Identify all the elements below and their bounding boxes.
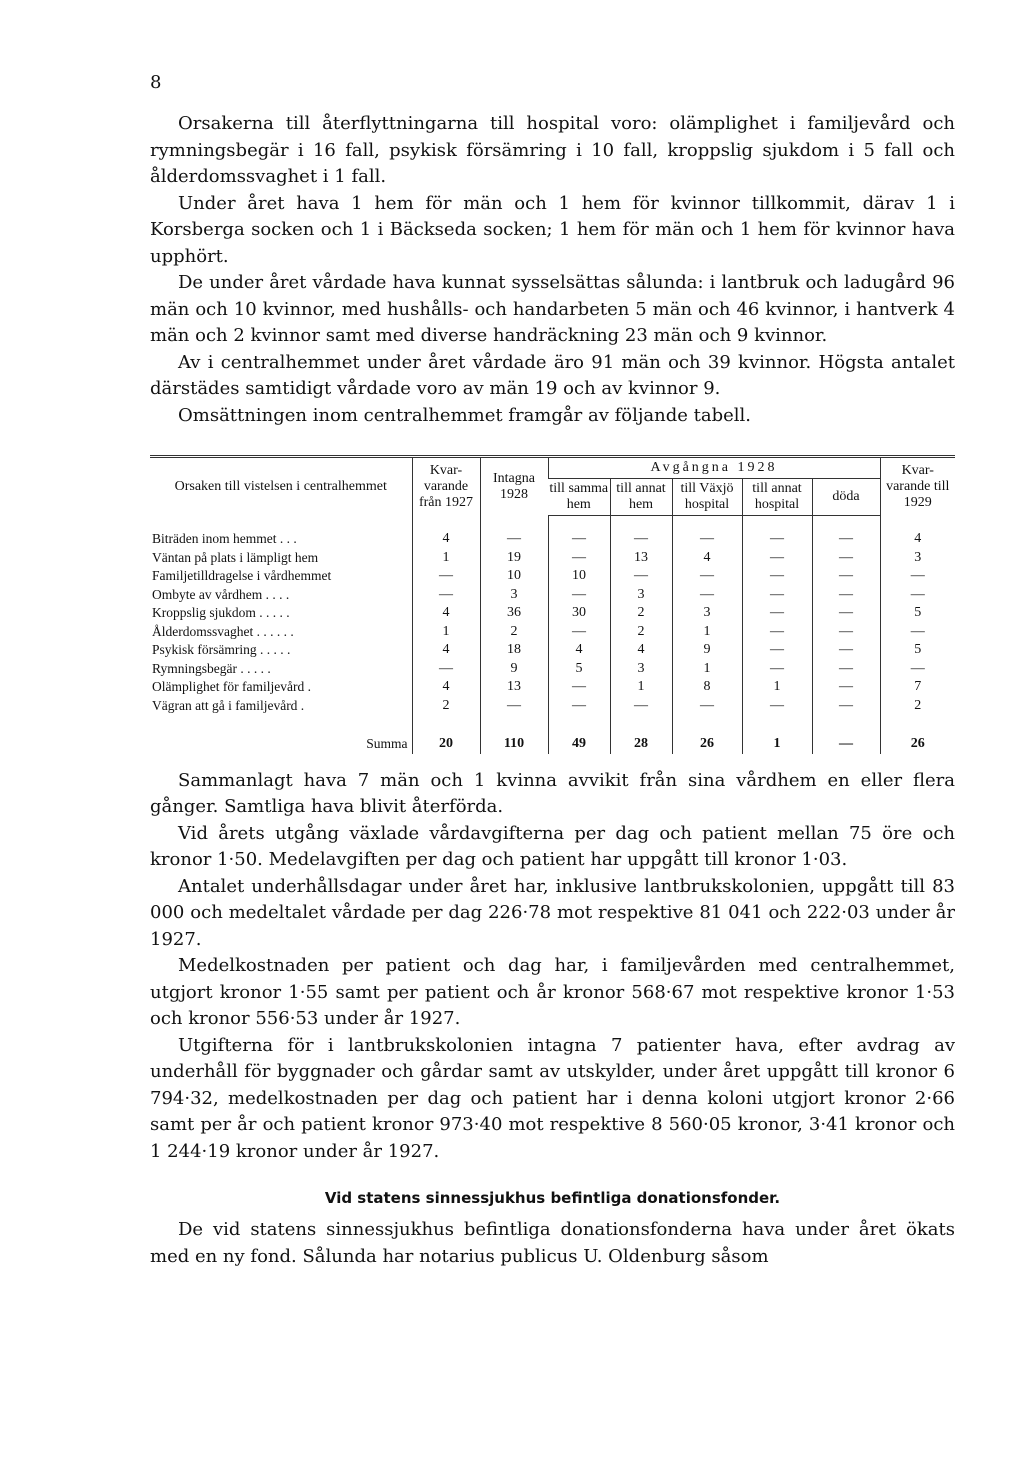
- table-cell: 4: [412, 641, 480, 660]
- table-cell: 5: [548, 660, 610, 679]
- table-cell: —: [812, 604, 880, 623]
- table-row: [150, 604, 955, 623]
- row-cause: Vägran att gå i familjevård .: [152, 697, 305, 713]
- table-body: [150, 516, 955, 754]
- table-cell: —: [672, 567, 742, 586]
- row-cause: Väntan på plats i lämpligt hem: [152, 549, 319, 565]
- table-cell: —: [812, 641, 880, 660]
- table-cell: —: [742, 549, 812, 568]
- table-cell: —: [548, 623, 610, 642]
- sum-cell: —: [812, 725, 880, 754]
- table-cell: 9: [672, 641, 742, 660]
- table-cell: —: [672, 697, 742, 726]
- table-cell: 3: [610, 586, 672, 605]
- paragraph: Sammanlagt hava 7 män och 1 kvinna avvikit från sina vårdhem en eller flera gånger. Samtliga hava blivit återförda.: [150, 769, 955, 817]
- table-cell: 8: [672, 678, 742, 697]
- sum-cell: 26: [672, 725, 742, 754]
- paragraph: Utgifterna för i lantbrukskolonien intagna 7 patienter hava, efter avdrag av underhåll för byggnader och gårdar samt av utskylder, under året uppgått till kronor 6 794·32, medelkostnaden per dag och patient har i denna koloni utgjort kronor 2·66 samt per år och patient kronor 973·40 mot respektive 8 560·05 kronor, 3·41 kronor och 1 244·19 kronor under år 1927.: [150, 1034, 955, 1162]
- table-cell: —: [880, 623, 955, 642]
- table-row: [150, 516, 955, 549]
- table-cell: —: [742, 660, 812, 679]
- header-avgangna: Avgångna 1928: [548, 457, 880, 479]
- sum-cell: 26: [880, 725, 955, 754]
- header-till-annat-hospital: till annat hospital: [742, 479, 812, 516]
- document-page: [150, 72, 955, 1270]
- paragraph: Omsättningen inom centralhemmet framgår av följande tabell.: [178, 404, 752, 426]
- table-cell: 4: [412, 516, 480, 549]
- table-row: [150, 641, 955, 660]
- table-cell: —: [812, 660, 880, 679]
- table-cell: —: [812, 549, 880, 568]
- table-cell: —: [610, 516, 672, 549]
- paragraph: Vid årets utgång växlade vårdavgifterna per dag och patient mellan 75 öre och kronor 1·50. Medelavgiften per dag och patient har uppgått till kronor 1·03.: [150, 822, 955, 870]
- table-header: [150, 457, 955, 516]
- sum-cell: 110: [480, 725, 548, 754]
- sum-cell: 20: [412, 725, 480, 754]
- table-cell: 13: [610, 549, 672, 568]
- table-row: [150, 586, 955, 605]
- table-cell: —: [610, 697, 672, 726]
- table-cell: —: [548, 549, 610, 568]
- table-cell: 9: [480, 660, 548, 679]
- table-cell: —: [812, 678, 880, 697]
- paragraph: Medelkostnaden per patient och dag har, i familjevården med centralhemmet, utgjort kronor 1·55 samt per patient och år kronor 568·67 mot respektive kronor 1·53 och kronor 556·53 under år 1927.: [150, 955, 955, 1029]
- table-cell: 2: [880, 697, 955, 726]
- table-cell: 4: [672, 549, 742, 568]
- table-cell: 2: [480, 623, 548, 642]
- table-row: [150, 549, 955, 568]
- table-cell: 3: [880, 549, 955, 568]
- row-cause: Olämplighet för familjevård .: [152, 679, 311, 694]
- table-cell: —: [812, 623, 880, 642]
- table-cell: 1: [412, 549, 480, 568]
- table-cell: —: [880, 586, 955, 605]
- table-cell: —: [672, 516, 742, 549]
- table-cell: —: [742, 604, 812, 623]
- table-cell: 1: [672, 623, 742, 642]
- table-cell: 3: [610, 660, 672, 679]
- table-cell: 10: [548, 567, 610, 586]
- table-cell: —: [548, 516, 610, 549]
- table-cell: 1: [610, 678, 672, 697]
- header-cause: Orsaken till vistelsen i centralhemmet: [150, 457, 412, 516]
- table-cell: —: [742, 623, 812, 642]
- table-cell: 5: [880, 604, 955, 623]
- paragraph: Antalet underhållsdagar under året har, inklusive lantbrukskolonien, uppgått till 83 000 och medeltalet vårdade per dag 226·78 mot respektive 81 041 och 222·03 under år 1927.: [150, 875, 955, 950]
- paragraph: Orsakerna till återflyttningarna till hospital voro: olämplighet i familjevård och rymningsbegär i 16 fall, psykisk försämring i 10 fall, kroppslig sjukdom i 5 fall och ålderdomssvaghet i 1 fall.: [150, 113, 955, 187]
- table-cell: 1: [672, 660, 742, 679]
- table-cell: 4: [412, 678, 480, 697]
- paragraph: De under året vårdade hava kunnat sysselsättas sålunda: i lantbruk och ladugård 96 män och 10 kvinnor, med hushålls- och handarbeten 5 män och 46 kvinnor, i hantverk 4 män och 2 kvinnor samt med diverse handräckning 23 män och 9 kvinnor.: [150, 272, 955, 346]
- table-cell: 36: [480, 604, 548, 623]
- header-till-samma-hem: till samma hem: [548, 479, 610, 516]
- table-cell: —: [480, 516, 548, 549]
- paragraph: Under året hava 1 hem för män och 1 hem för kvinnor tillkommit, därav 1 i Korsberga socken och 1 i Bäckseda socken; 1 hem för män och 1 hem för kvinnor hava upphört.: [150, 192, 955, 267]
- header-intagna: Intagna 1928: [480, 457, 548, 516]
- row-cause: Psykisk försämring . . . . .: [152, 642, 291, 657]
- table-cell: 5: [880, 641, 955, 660]
- table-cell: —: [880, 660, 955, 679]
- table-cell: 1: [742, 678, 812, 697]
- table-cell: —: [742, 586, 812, 605]
- table-cell: —: [548, 678, 610, 697]
- table-cell: 4: [412, 604, 480, 623]
- table-cell: 4: [610, 641, 672, 660]
- row-cause: Rymningsbegär . . . . .: [152, 660, 271, 676]
- table-cell: 19: [480, 549, 548, 568]
- table-cell: 18: [480, 641, 548, 660]
- table-cell: —: [812, 586, 880, 605]
- table-cell: —: [548, 586, 610, 605]
- statistics-table-wrapper: [150, 455, 955, 754]
- table-row: [150, 567, 955, 586]
- row-cause: Ombyte av vårdhem . . . .: [152, 586, 290, 602]
- header-doda: döda: [812, 479, 880, 516]
- table-row: [150, 678, 955, 697]
- table-cell: 7: [880, 678, 955, 697]
- header-till-vaxjo-hospital: till Växjö hospital: [672, 479, 742, 516]
- page-number: 8: [150, 72, 162, 93]
- table-cell: 13: [480, 678, 548, 697]
- table-cell: 2: [610, 623, 672, 642]
- table-cell: 30: [548, 604, 610, 623]
- table-cell: —: [610, 567, 672, 586]
- table-row: [150, 623, 955, 642]
- table-row: [150, 660, 955, 679]
- header-till-annat-hem: till annat hem: [610, 479, 672, 516]
- sum-cell: 49: [548, 725, 610, 754]
- table-cell: 1: [412, 623, 480, 642]
- table-cell: —: [412, 586, 480, 605]
- paragraph: De vid statens sinnessjukhus befintliga donationsfonderna hava under året ökats med en ny fond. Sålunda har notarius publicus U. Oldenburg såsom: [150, 1219, 955, 1267]
- paragraph: Av i centralhemmet under året vårdade äro 91 män och 39 kvinnor. Högsta antalet därstädes samtidigt vårdade voro av män 19 och av kvinnor 9.: [150, 351, 955, 399]
- table-cell: 2: [610, 604, 672, 623]
- table-cell: —: [672, 586, 742, 605]
- statistics-table: [150, 455, 955, 754]
- row-cause: Kroppslig sjukdom . . . . .: [152, 605, 290, 620]
- sum-row: [150, 725, 955, 754]
- section-heading: Vid statens sinnessjukhus befintliga donationsfonder.: [324, 1189, 781, 1207]
- table-cell: —: [412, 567, 480, 586]
- table-cell: —: [742, 516, 812, 549]
- table-cell: —: [412, 660, 480, 679]
- table-cell: —: [812, 567, 880, 586]
- table-cell: —: [480, 697, 548, 726]
- table-cell: —: [812, 516, 880, 549]
- table-cell: 4: [880, 516, 955, 549]
- table-cell: 10: [480, 567, 548, 586]
- sum-cell: 28: [610, 725, 672, 754]
- table-cell: 2: [412, 697, 480, 726]
- table-cell: —: [880, 567, 955, 586]
- table-cell: —: [812, 697, 880, 726]
- table-cell: —: [742, 697, 812, 726]
- table-cell: —: [742, 641, 812, 660]
- row-cause: Familjetilldragelse i vårdhemmet: [152, 568, 332, 583]
- header-kvarvarande-from: Kvar- varande från 1927: [412, 457, 480, 516]
- table-cell: —: [742, 567, 812, 586]
- table-cell: 3: [672, 604, 742, 623]
- sum-cell: 1: [742, 725, 812, 754]
- table-cell: 4: [548, 641, 610, 660]
- sum-label: Summa: [366, 736, 408, 751]
- header-kvarvarande-till: Kvar- varande till 1929: [880, 457, 955, 516]
- table-row: [150, 697, 955, 726]
- table-cell: —: [548, 697, 610, 726]
- row-cause: Ålderdomssvaghet . . . . . .: [152, 623, 294, 639]
- table-cell: 3: [480, 586, 548, 605]
- row-cause: Biträden inom hemmet . . .: [152, 530, 297, 546]
